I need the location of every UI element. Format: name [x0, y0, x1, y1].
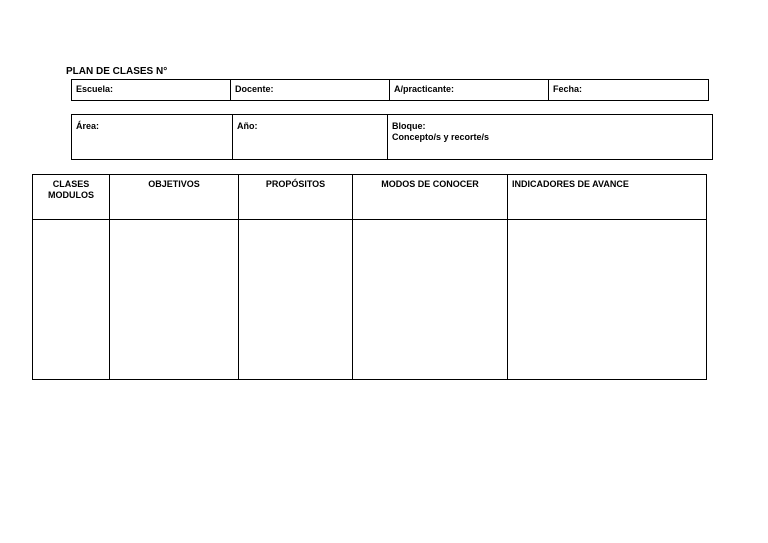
bloque-label: Bloque:	[392, 121, 426, 131]
header-info-table	[71, 79, 709, 101]
col-header-clases-line2: MODULOS	[48, 190, 94, 200]
escuela-field[interactable]	[72, 80, 231, 101]
anio-label: Año:	[237, 121, 258, 131]
escuela-label: Escuela:	[76, 84, 114, 94]
col-header-indicadores: INDICADORES DE AVANCE	[508, 175, 707, 220]
col-header-clases-line1: CLASES	[52, 179, 90, 189]
cell-clases[interactable]	[33, 220, 110, 380]
fecha-label: Fecha:	[553, 84, 583, 94]
bloque-field[interactable]	[388, 115, 713, 160]
cell-objetivos[interactable]	[110, 220, 239, 380]
page-title: PLAN DE CLASES N°	[66, 66, 168, 77]
col-header-clases	[33, 175, 110, 220]
cell-modos[interactable]	[353, 220, 508, 380]
docente-label: Docente:	[235, 84, 274, 94]
cell-propositos[interactable]	[239, 220, 353, 380]
area-field[interactable]	[72, 115, 233, 160]
plan-grid-table	[32, 174, 707, 380]
docente-field[interactable]	[231, 80, 390, 101]
anio-field[interactable]	[233, 115, 388, 160]
fecha-field[interactable]	[549, 80, 709, 101]
col-header-modos: MODOS DE CONOCER	[353, 175, 508, 220]
col-header-propositos: PROPÓSITOS	[239, 175, 353, 220]
conceptos-label: Concepto/s y recorte/s	[392, 132, 490, 142]
area-label: Área:	[76, 121, 100, 131]
cell-indicadores[interactable]	[508, 220, 707, 380]
area-info-table	[71, 114, 713, 160]
col-header-objetivos: OBJETIVOS	[110, 175, 239, 220]
practicante-field[interactable]	[390, 80, 549, 101]
practicante-label: A/practicante:	[394, 84, 455, 94]
